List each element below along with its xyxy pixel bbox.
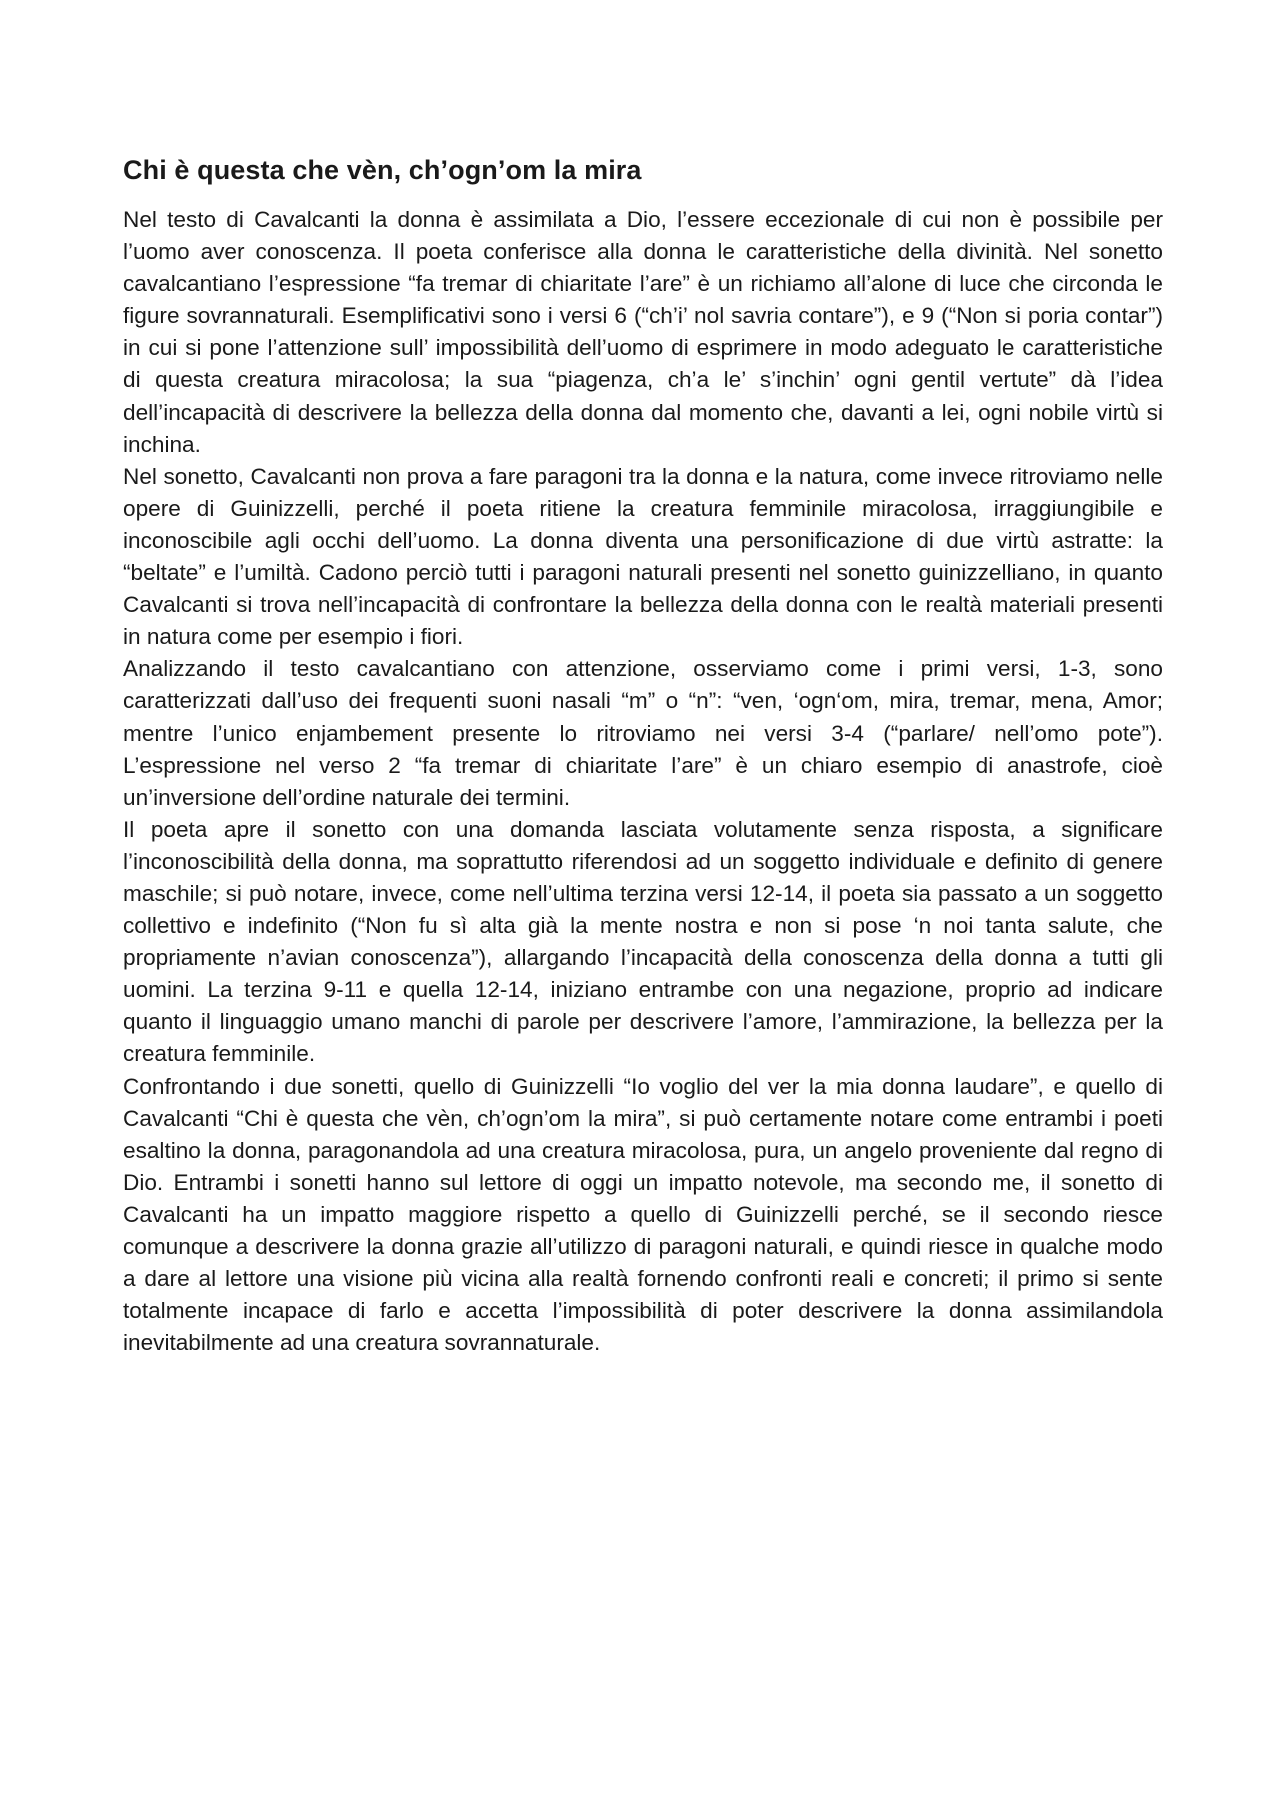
paragraph-5: Confrontando i due sonetti, quello di Guinizzelli “Io voglio del ver la mia donna laudare”, e quello di Cavalcanti “Chi è questa che vèn, ch’ogn’om la mira”, si può certamente notare come entrambi i poeti esaltino la donna, paragonandola ad una creatura miracolosa, pura, un angelo proveniente dal regno di Dio. Entrambi i sonetti hanno sul lettore di oggi un impatto notevole, ma secondo me, il sonetto di Cavalcanti ha un impatto maggiore rispetto a quello di Guinizzelli perché, se il secondo riesce comunque a descrivere la donna grazie all’utilizzo di paragoni naturali, e quindi riesce in qualche modo a dare al lettore una visione più vicina alla realtà fornendo confronti reali e concreti; il primo si sente totalmente incapace di farlo e accetta l’impossibilità di poter descrivere la donna assimilandola inevitabilmente ad una creatura sovrannaturale. [123,1073,1163,1356]
document-body [123,152,1163,1359]
paragraph-1: Nel testo di Cavalcanti la donna è assimilata a Dio, l’essere eccezionale di cui non è possibile per l’uomo aver conoscenza. Il poeta conferisce alla donna le caratteristiche della divinità. Nel sonetto cavalcantiano l’espressione “fa tremar di chiaritate l’are” è un richiamo all’alone di luce che circonda le figure sovrannaturali. Esemplificativi sono i versi 6 (“ch’i’ nol savria contare”), e 9 (“Non si poria contar”) in cui si pone l’attenzione sull’ impossibilità dell’uomo di esprimere in modo adeguato le caratteristiche di questa creatura miracolosa; la sua “piagenza, ch’a le’ s’inchin’ ogni gentil vertute” dà l’idea dell’incapacità di descrivere la bellezza della donna dal momento che, davanti a lei, ogni nobile virtù si inchina. [123,207,1163,457]
document-title: Chi è questa che vèn, ch’ogn’om la mira [123,155,642,185]
paragraph-2: Nel sonetto, Cavalcanti non prova a fare paragoni tra la donna e la natura, come invece ritroviamo nelle opere di Guinizzelli, perché il poeta ritiene la creatura femminile miracolosa, irraggiungibile e inconoscibile agli occhi dell’uomo. La donna diventa una personificazione di due virtù astratte: la “beltate” e l’umiltà. Cadono perciò tutti i paragoni naturali presenti nel sonetto guinizzelliano, in quanto Cavalcanti si trova nell’incapacità di confrontare la bellezza della donna con le realtà materiali presenti in natura come per esempio i fiori. [123,463,1163,650]
paragraph-3: Analizzando il testo cavalcantiano con attenzione, osserviamo come i primi versi, 1-3, sono caratterizzati dall’uso dei frequenti suoni nasali “m” o “n”: “ven, ‘ogn‘om, mira, tremar, mena, Amor; mentre l’unico enjambement presente lo ritroviamo nei versi 3-4 (“parlare/ nell’omo pote”). L’espressione nel verso 2 “fa tremar di chiaritate l’are” è un chiaro esempio di anastrofe, cioè un’inversione dell’ordine naturale dei termini. [123,656,1163,810]
paragraph-4: Il poeta apre il sonetto con una domanda lasciata volutamente senza risposta, a significare l’inconoscibilità della donna, ma soprattutto riferendosi ad un soggetto individuale e definito di genere maschile; si può notare, invece, come nell’ultima terzina versi 12-14, il poeta sia passato a un soggetto collettivo e indefinito (“Non fu sì alta già la mente nostra e non si pose ‘n noi tanta salute, che propriamente n’avian conoscenza”), allargando l’incapacità della conoscenza della donna a tutti gli uomini. La terzina 9-11 e quella 12-14, iniziano entrambe con una negazione, proprio ad indicare quanto il linguaggio umano manchi di parole per descrivere l’amore, l’ammirazione, la bellezza per la creatura femminile. [123,816,1163,1067]
